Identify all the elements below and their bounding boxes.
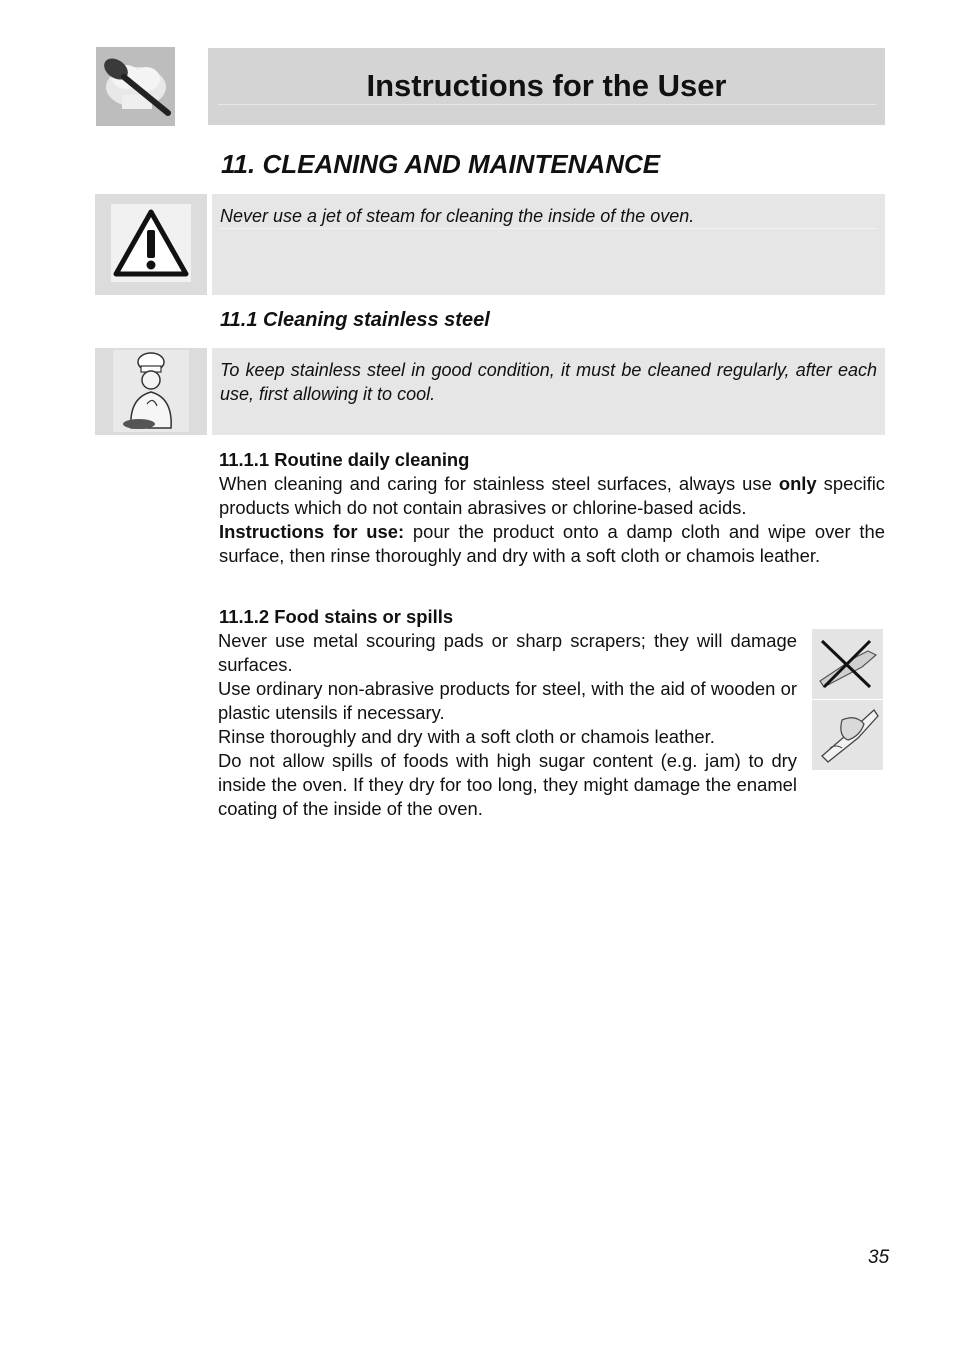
warning-icon-cell bbox=[95, 194, 207, 295]
scraper-illustration bbox=[812, 629, 883, 699]
routine-p1-text: When cleaning and caring for stainless steel surfaces, always use bbox=[219, 473, 779, 494]
page-header-title: Instructions for the User bbox=[366, 68, 727, 103]
chef-icon-cell bbox=[95, 348, 207, 435]
food-paragraph-1: Never use metal scouring pads or sharp scrapers; they will damage surfaces. bbox=[218, 630, 797, 675]
food-stains-section bbox=[218, 629, 797, 821]
header-divider bbox=[218, 104, 877, 105]
utensil-illustration bbox=[812, 700, 883, 770]
instructions-text: pour the product onto a damp cloth and wipe over the surface, then rinse thoroughly and dry with a soft cloth or chamois leather. bbox=[219, 521, 885, 566]
instructions-label: Instructions for use: bbox=[219, 521, 405, 542]
routine-cleaning-paragraph-2 bbox=[219, 520, 885, 568]
header-bar bbox=[208, 48, 885, 125]
warning-note-text: Never use a jet of steam for cleaning the inside of the oven. bbox=[220, 206, 695, 226]
food-stains-heading: 11.1.2 Food stains or spills bbox=[219, 606, 454, 627]
plastic-utensil-icon bbox=[812, 700, 883, 770]
crossed-scraper-icon bbox=[812, 629, 883, 699]
routine-cleaning-paragraph-1 bbox=[219, 472, 885, 520]
warning-note bbox=[212, 194, 885, 295]
section-title: 11. CLEANING AND MAINTENANCE bbox=[221, 149, 661, 179]
routine-cleaning-heading: 11.1.1 Routine daily cleaning bbox=[219, 449, 470, 470]
food-paragraph-3: Rinse thoroughly and dry with a soft cloth or chamois leather. bbox=[218, 726, 715, 747]
chef-icon bbox=[95, 348, 207, 435]
warning-note-divider bbox=[220, 228, 877, 229]
stainless-note-text: To keep stainless steel in good condition, it must be cleaned regularly, after each use, first allowing it to cool. bbox=[220, 360, 877, 404]
stainless-note bbox=[212, 348, 885, 435]
routine-p1-emphasis: only bbox=[778, 473, 817, 494]
routine-p1-text-end: specific products which do not contain abrasives or chlorine-based acids. bbox=[219, 473, 885, 518]
warning-triangle-icon bbox=[111, 204, 191, 282]
logo bbox=[96, 47, 175, 126]
food-paragraph-4: Do not allow spills of foods with high sugar content (e.g. jam) to dry inside the oven. If they dry for too long, they might damage the enamel coating of the inside of the oven. bbox=[218, 750, 797, 819]
subsection-title: 11.1 Cleaning stainless steel bbox=[220, 309, 490, 331]
warning-icon-frame bbox=[111, 204, 191, 282]
food-paragraph-2: Use ordinary non-abrasive products for steel, with the aid of wooden or plastic utensils if necessary. bbox=[218, 678, 797, 723]
spoon-chef-hat-icon bbox=[96, 47, 175, 126]
routine-cleaning-section bbox=[219, 448, 885, 568]
page-number: 35 bbox=[868, 1247, 890, 1268]
